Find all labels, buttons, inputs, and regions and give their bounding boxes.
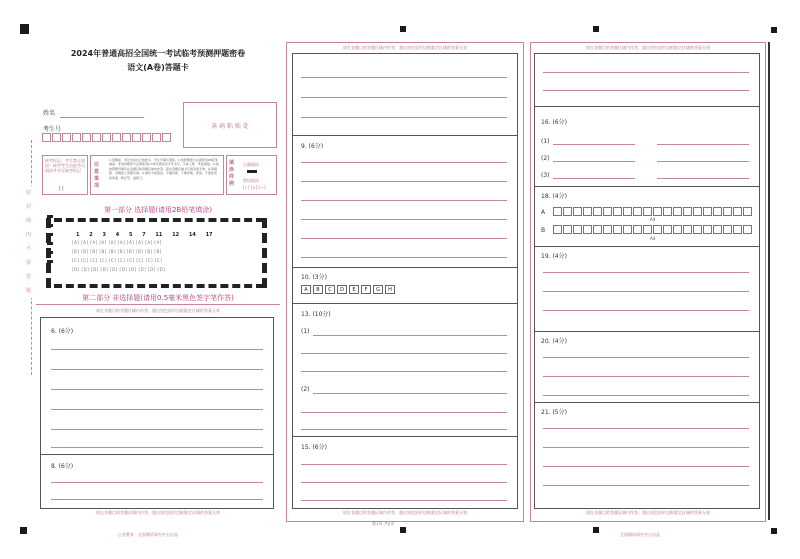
q10-option-a[interactable]: A xyxy=(301,285,311,294)
answer-line[interactable] xyxy=(543,447,749,448)
answer-box-middle[interactable] xyxy=(292,53,518,509)
q16-part3-label: (3) xyxy=(541,172,550,179)
answer-line[interactable] xyxy=(51,447,263,448)
exam-subtitle: 语文(A卷)答题卡 xyxy=(127,63,189,72)
question-16-label: 16. (6分) xyxy=(541,119,567,126)
answer-line[interactable] xyxy=(301,500,507,501)
q18-row-a-label: A xyxy=(541,209,546,216)
question-separator xyxy=(535,246,759,247)
fill-sample-right-mark xyxy=(247,170,257,173)
dash-border-bottom xyxy=(54,284,264,288)
absence-mark-box[interactable] xyxy=(42,155,88,195)
question-13-label: 13. (10分) xyxy=(301,311,331,318)
answer-line[interactable] xyxy=(51,499,263,500)
answer-line[interactable] xyxy=(301,482,507,483)
answer-line[interactable] xyxy=(301,77,507,78)
question-19-label: 19. (4分) xyxy=(541,253,567,260)
question-separator xyxy=(293,267,517,268)
part1-title: 第一部分 选择题(请用2B铅笔填涂) xyxy=(104,206,212,214)
question-separator xyxy=(535,402,759,403)
absence-mark-checkbox[interactable]: [ ] xyxy=(59,186,64,191)
notice-title: 注意事项 xyxy=(94,162,100,189)
answer-line[interactable] xyxy=(301,238,507,239)
area-notice-bottom-right: 请在各题目的答题区域内作答，超出黑色矩形边框限定区域的答案无效 xyxy=(586,510,710,515)
answer-line[interactable] xyxy=(301,97,507,98)
q16-part2-label: (2) xyxy=(541,155,550,162)
q18-row-b-end: A4 xyxy=(650,236,656,241)
seal-line-text: 密封线内不要答题 xyxy=(26,186,33,298)
question-separator xyxy=(41,454,273,455)
q16-part1-label: (1) xyxy=(541,138,550,145)
answer-line[interactable] xyxy=(51,482,263,483)
answer-line[interactable] xyxy=(543,90,749,91)
answer-line[interactable] xyxy=(543,310,749,311)
question-separator xyxy=(293,303,517,304)
option-row-d[interactable]: [D] [D] [D] [D] [D] [D] [D] [D] [D] [D] xyxy=(72,267,166,272)
answer-line[interactable] xyxy=(543,291,749,292)
barcode-label: 条 码 粘 贴 处 xyxy=(211,123,249,130)
dash-border-right xyxy=(262,218,267,288)
question-9-label: 9. (6分) xyxy=(301,143,324,150)
answer-line[interactable] xyxy=(543,395,749,396)
name-label: 姓名 xyxy=(43,110,56,117)
answer-line[interactable] xyxy=(543,72,749,73)
answer-line[interactable] xyxy=(543,428,749,429)
question-6-label: 6. (6分) xyxy=(51,328,74,335)
question-20-label: 20. (4分) xyxy=(541,338,567,345)
answer-line[interactable] xyxy=(301,162,507,163)
registration-mark xyxy=(593,26,599,32)
registration-mark xyxy=(400,527,406,533)
footer-left: 正卷教育 · 全国测试研究中心出品 xyxy=(118,532,178,537)
area-notice-top-right: 请在各题目的答题区域内作答，超出黑色矩形边框限定区域的答案无效 xyxy=(586,45,710,50)
q10-option-f[interactable]: F xyxy=(361,285,371,294)
notice-items: 1.答题前，考生先将自己的姓名、考生号填写清楚。2.选择题部分必须使用2B铅笔填涂；非选择题部分必须使用0.5毫米黑色签字笔书写，字体工整、笔迹清楚。3.请按照题号顺序在各题目的答题区域内作答，超出答题区域书写的答案无效；在草稿纸、试题卷上答题无效。4.保持卡面清洁，不要折叠、不要弄破、弄皱，不准使用涂改液、修正带、刮纸刀。 xyxy=(109,158,219,180)
question-8-label: 8. (6分) xyxy=(51,463,74,470)
answer-line[interactable] xyxy=(51,369,263,370)
q10-option-h[interactable]: H xyxy=(385,285,395,294)
q10-option-e[interactable]: E xyxy=(349,285,359,294)
question-18-label: 18. (4分) xyxy=(541,193,567,200)
question-number: 2 xyxy=(89,232,93,238)
middle-panel xyxy=(286,42,524,522)
q18-row-b-grid[interactable] xyxy=(553,225,753,234)
q10-option-d[interactable]: D xyxy=(337,285,347,294)
right-panel xyxy=(530,42,766,522)
q18-row-b-label: B xyxy=(541,227,546,234)
answer-line[interactable] xyxy=(301,371,507,372)
area-notice-top-middle: 请在各题目的答题区域内作答，超出黑色矩形边框限定区域的答案无效 xyxy=(343,45,467,50)
answer-line[interactable] xyxy=(301,219,507,220)
candidate-id-label: 考生号 xyxy=(43,126,62,133)
answer-line[interactable] xyxy=(543,357,749,358)
fill-sample-wrong: 错误填涂 xyxy=(243,178,259,183)
answer-line[interactable] xyxy=(313,335,507,336)
question-number: 14 xyxy=(188,232,196,238)
area-notice-bottom-left: 请在各题目的答题区域内作答，超出黑色矩形边框限定区域的答案无效 xyxy=(96,510,220,515)
answer-line[interactable] xyxy=(51,389,263,390)
answer-line[interactable] xyxy=(51,409,263,410)
q10-option-c[interactable]: C xyxy=(325,285,335,294)
question-number: 4 xyxy=(115,232,120,238)
question-10-label: 10. (3分) xyxy=(301,274,327,281)
part2-title: 第二部分 非选择题(请用0.5毫米黑色签字笔作答) xyxy=(82,294,234,302)
answer-line[interactable] xyxy=(301,181,507,182)
q10-option-b[interactable]: B xyxy=(313,285,323,294)
option-row-a[interactable]: [A] [A] [A] [A] [A] [A] [A] [A] [A] [A] xyxy=(72,240,162,245)
dash-border-top xyxy=(54,218,264,222)
answer-line[interactable] xyxy=(553,144,635,145)
answer-line[interactable] xyxy=(543,272,749,273)
area-notice-bottom-middle: 请在各题目的答题区域内作答，超出黑色矩形边框限定区域的答案无效 xyxy=(343,510,467,515)
answer-box-right[interactable] xyxy=(534,53,760,509)
question-number: 1 xyxy=(76,232,80,238)
answer-line[interactable] xyxy=(51,349,263,350)
q13-part1-label: (1) xyxy=(301,328,310,335)
absence-mark-text: 缺考标记，考生禁止填涂！缺考考生由监考员填涂并书写缺考标记 xyxy=(45,158,85,173)
question-21-label: 21. (5分) xyxy=(541,409,567,416)
right-edge-bar xyxy=(768,42,770,520)
question-15-label: 15. (6分) xyxy=(301,444,327,451)
fill-sample-wrong-marks: [✓] [×] [—] xyxy=(243,185,266,190)
part2-underline xyxy=(36,304,280,305)
question-separator xyxy=(293,436,517,437)
footer-right: 全国测试研究中心出品 xyxy=(620,532,660,537)
answer-line[interactable] xyxy=(543,466,749,467)
question-separator xyxy=(535,106,759,107)
question-number: 3 xyxy=(102,232,106,238)
answer-line[interactable] xyxy=(553,161,635,162)
question-separator xyxy=(293,135,517,136)
question-separator xyxy=(535,186,759,187)
registration-mark xyxy=(400,26,406,32)
q10-option-g[interactable]: G xyxy=(373,285,383,294)
answer-line[interactable] xyxy=(543,376,749,377)
name-field[interactable] xyxy=(60,117,144,118)
left-panel xyxy=(36,42,280,520)
question-number: 7 xyxy=(142,232,146,238)
answer-line[interactable] xyxy=(313,393,507,394)
registration-mark xyxy=(771,528,777,534)
answer-line[interactable] xyxy=(553,178,635,179)
answer-line[interactable] xyxy=(301,117,507,118)
answer-line[interactable] xyxy=(51,429,263,430)
answer-line[interactable] xyxy=(301,257,507,258)
registration-mark xyxy=(593,527,599,533)
q13-part2-label: (2) xyxy=(301,386,310,393)
answer-line[interactable] xyxy=(301,429,507,430)
question-number-row xyxy=(76,232,213,238)
registration-mark xyxy=(20,527,27,534)
option-row-c[interactable]: [C] [C] [C] [C] [C] [C] [C] [C] [C] [C] xyxy=(72,258,163,263)
answer-line[interactable] xyxy=(543,485,749,486)
q18-row-a-grid[interactable] xyxy=(553,207,753,216)
q18-row-a-end: A4 xyxy=(650,217,656,222)
question-number: 17 xyxy=(205,232,213,238)
answer-line[interactable] xyxy=(301,412,507,413)
option-row-b[interactable]: [B] [B] [B] [B] [B] [B] [B] [B] [B] [B] xyxy=(72,249,162,254)
fill-sample-title: 填涂样例 xyxy=(229,160,235,187)
question-number: 5 xyxy=(128,232,133,238)
answer-line[interactable] xyxy=(301,464,507,465)
answer-line[interactable] xyxy=(657,161,749,162)
registration-mark xyxy=(771,27,777,33)
answer-line[interactable] xyxy=(657,144,749,145)
answer-line[interactable] xyxy=(301,200,507,201)
fill-sample-box xyxy=(226,155,277,195)
timing-marks xyxy=(47,215,53,275)
answer-box-6-8[interactable] xyxy=(40,317,274,509)
candidate-id-grid[interactable] xyxy=(42,133,172,143)
question-number: 12 xyxy=(172,232,180,238)
registration-mark xyxy=(20,24,29,34)
notice-box xyxy=(90,155,224,195)
choice-answer-area[interactable] xyxy=(46,218,272,290)
question-separator xyxy=(535,331,759,332)
question-number: 11 xyxy=(155,232,163,238)
area-notice-top-left: 请在各题目的答题区域内作答，超出黑色矩形边框限定区域的答案无效 xyxy=(96,308,220,313)
fill-sample-right: 正确填涂 xyxy=(243,162,259,167)
footer-middle: 第1页 共2页 xyxy=(372,521,395,526)
barcode-area xyxy=(183,102,277,148)
answer-line[interactable] xyxy=(301,353,507,354)
exam-title: 2024年普通高招全国统一考试临考预测押题密卷 xyxy=(70,49,246,58)
answer-line[interactable] xyxy=(657,178,749,179)
